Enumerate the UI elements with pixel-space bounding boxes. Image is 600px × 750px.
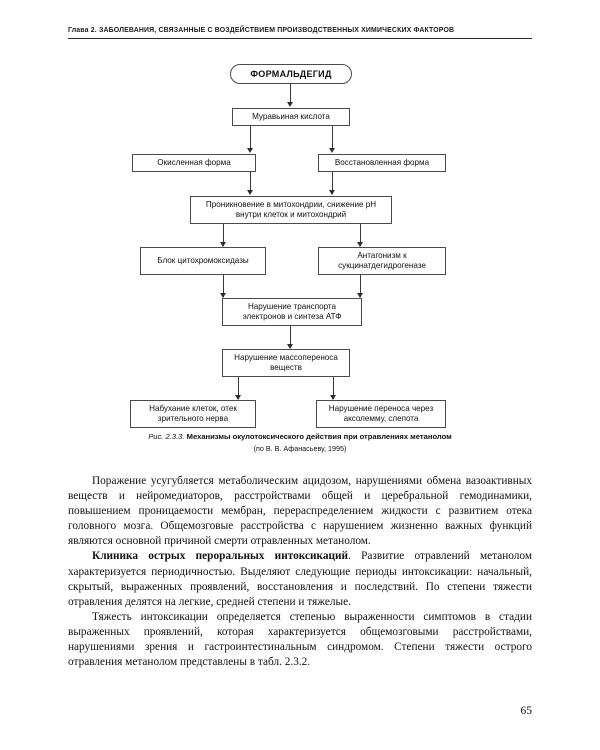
paragraph-3: Тяжесть интоксикации определяется степенью выраженности симптомов в стадии выраженных проявлений, которая характеризуется общемозговыми расстройствами, нарушениями зрения и гастроинтестинальным синдромом. Степени тяжести острого отравления метанолом представлены в табл. 2.3.2. (68, 610, 532, 669)
paragraph-2-lead: Клиника острых пероральных интоксикаций (92, 550, 349, 563)
paragraph-2 (68, 549, 532, 609)
connector-formic-acid-to-oxidized (250, 126, 251, 150)
arrowhead-to-formic-acid (287, 102, 293, 107)
page-running-header (68, 26, 532, 39)
arrowhead-oxidized-to-mitochondria (247, 190, 253, 195)
node-oxidized-form: Окисленная форма (132, 154, 256, 172)
figure-source: (по В. В. Афанасьеву, 1995) (253, 444, 347, 453)
node-succinate-antagonism: Антагонизм к сукцинатдегидрогеназе (318, 247, 446, 275)
flowchart-diagram (0, 58, 600, 428)
paragraph-2-rest: . Развитие отравлений метанолом характеризуется периодичностью. Выделяют следующие периоды интоксикации: начальный, скрытый, выраженных проявлений, восстановления и последствий. По степени тяжести отравления делятся на легкие, средней степени и тяжелые. (68, 550, 532, 608)
running-title: Глава 2. ЗАБОЛЕВАНИЯ, СВЯЗАННЫЕ С ВОЗДЕЙСТВИЕМ ПРОИЗВОДСТВЕННЫХ ХИМИЧЕСКИХ ФАКТОРОВ (68, 27, 455, 34)
node-axolemma-transfer-disruption: Нарушение переноса через аксолемму, слепота (316, 400, 446, 428)
node-mitochondria-penetration: Проникновение в митохондрии, снижение рН внутри клеток и митохондрий (190, 196, 392, 224)
node-formic-acid: Муравьиная кислота (232, 108, 350, 126)
node-mass-transfer-disruption: Нарушение массопереноса веществ (222, 349, 350, 377)
node-electron-transport-disruption: Нарушение транспорта электронов и синтеза АТФ (222, 298, 362, 326)
figure-title: Механизмы окулотоксического действия при отравлениях метанолом (186, 432, 452, 441)
figure-number: Рис. 2.3.3. (148, 432, 185, 441)
figure-caption (40, 431, 560, 454)
node-formaldehyde: ФОРМАЛЬДЕГИД (230, 64, 352, 84)
connector-formic-acid-to-reduced (332, 126, 333, 150)
node-cell-swelling: Набухание клеток, отек зрительного нерва (130, 400, 256, 428)
page-number: 65 (520, 705, 532, 717)
arrowhead-to-reduced-form (329, 148, 335, 153)
body-text-block (68, 474, 532, 670)
arrowhead-to-oxidized-form (247, 148, 253, 153)
paragraph-1: Поражение усугубляется метаболическим ацидозом, нарушениями обмена вазоактивных веществ и нейромедиаторов, расстройствами общей и церебральной гемодинамики, повышением проницаемости мембран, перераспределением жидкости с развитием отека головного мозга. Общемозговые расстройства с нарушением жизненно важных функций являются основной причиной смерти отравленных метанолом. (68, 475, 532, 548)
connector-formaldehyde-to-formic-acid (290, 84, 291, 104)
node-reduced-form: Восстановленная форма (318, 154, 446, 172)
header-rule (68, 38, 532, 39)
arrowhead-reduced-to-mitochondria (329, 190, 335, 195)
node-cytochrome-oxidase-block: Блок цитохромоксидазы (140, 247, 266, 275)
